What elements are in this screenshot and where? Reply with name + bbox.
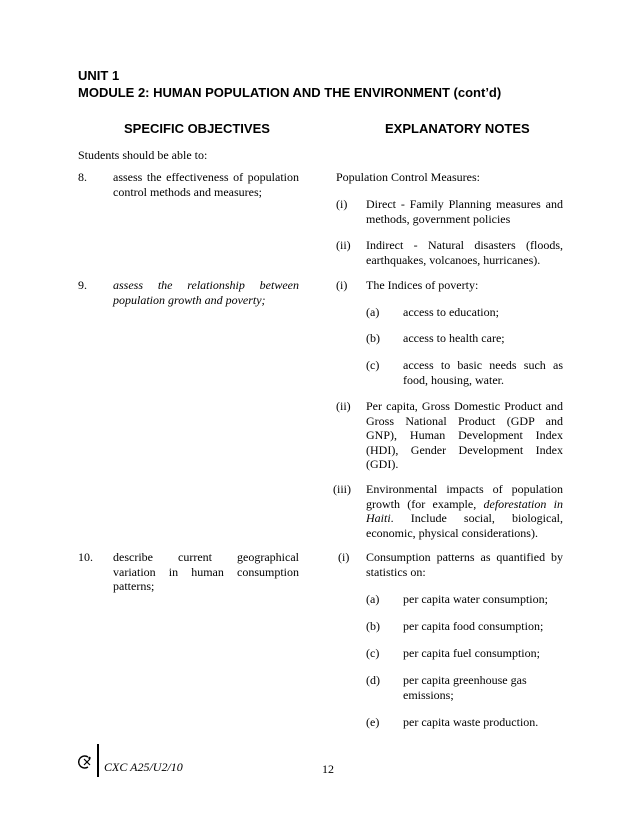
unit-heading: UNIT 1 (78, 68, 120, 83)
objective-number: 9. (78, 278, 87, 292)
note-roman-number: (iii) (333, 482, 351, 496)
objective-text: assess the relationship between population growth and poverty; (113, 278, 299, 307)
note-subitem-text: access to education; (403, 305, 499, 319)
objective-number: 8. (78, 170, 87, 184)
note-letter-number: (c) (366, 646, 380, 660)
note-roman-number: (i) (338, 550, 350, 564)
note-letter-number: (a) (366, 305, 380, 319)
note-roman-number: (i) (336, 278, 348, 292)
objective-text: describe current geographical variation in human consumption patterns; (113, 550, 299, 593)
note-subitem-text: access to basic needs such as food, housing, water. (403, 358, 563, 387)
note-subitem-text: per capita food consumption; (403, 619, 544, 633)
intro-text: Students should be able to: (78, 148, 208, 162)
note-text: The Indices of poverty: (366, 278, 479, 292)
note-letter-number: (d) (366, 673, 380, 687)
note-text: Consumption patterns as quantified by statistics on: (366, 550, 563, 579)
footer-divider (97, 744, 99, 777)
document-code: CXC A25/U2/10 (104, 760, 183, 774)
note-subitem-text: per capita greenhouse gas emissions; (403, 673, 527, 702)
note-letter-number: (b) (366, 331, 380, 345)
explanatory-notes-heading: EXPLANATORY NOTES (385, 121, 530, 136)
note-subitem-text: per capita fuel consumption; (403, 646, 540, 660)
note-text (366, 482, 563, 540)
note-text: Per capita, Gross Domestic Product and Gross National Product (GDP and GNP), Human Development Index (HDI), Gender Development Index (GDI). (366, 399, 563, 471)
note-text: Indirect - Natural disasters (floods, earthquakes, volcanoes, hurricanes). (366, 238, 563, 267)
module-heading: MODULE 2: HUMAN POPULATION AND THE ENVIRONMENT (cont’d) (78, 85, 502, 100)
note-text: Direct - Family Planning measures and methods, government policies (366, 197, 563, 226)
specific-objectives-heading: SPECIFIC OBJECTIVES (124, 121, 270, 136)
page-number: 12 (322, 762, 334, 776)
note-letter-number: (e) (366, 715, 380, 729)
note-roman-number: (i) (336, 197, 348, 211)
note-subitem-text: access to health care; (403, 331, 505, 345)
note-roman-number: (ii) (336, 399, 351, 413)
objective-text: assess the effectiveness of population control methods and measures; (113, 170, 299, 199)
note-letter-number: (a) (366, 592, 380, 606)
note-letter-number: (c) (366, 358, 380, 372)
note-subitem-text: per capita waste production. (403, 715, 539, 729)
objective-number: 10. (78, 550, 93, 564)
notes-heading: Population Control Measures: (336, 170, 480, 184)
cxc-logo-icon (78, 754, 94, 770)
note-text-part: . Include social, biological, economic, physical considerations). (366, 511, 563, 540)
note-text-part: Environmental impacts of population growth (for example, (366, 482, 563, 511)
note-roman-number: (ii) (336, 238, 351, 252)
note-letter-number: (b) (366, 619, 380, 633)
note-text-italic: deforestation in Haiti (366, 496, 564, 525)
note-subitem-text: per capita water consumption; (403, 592, 548, 606)
